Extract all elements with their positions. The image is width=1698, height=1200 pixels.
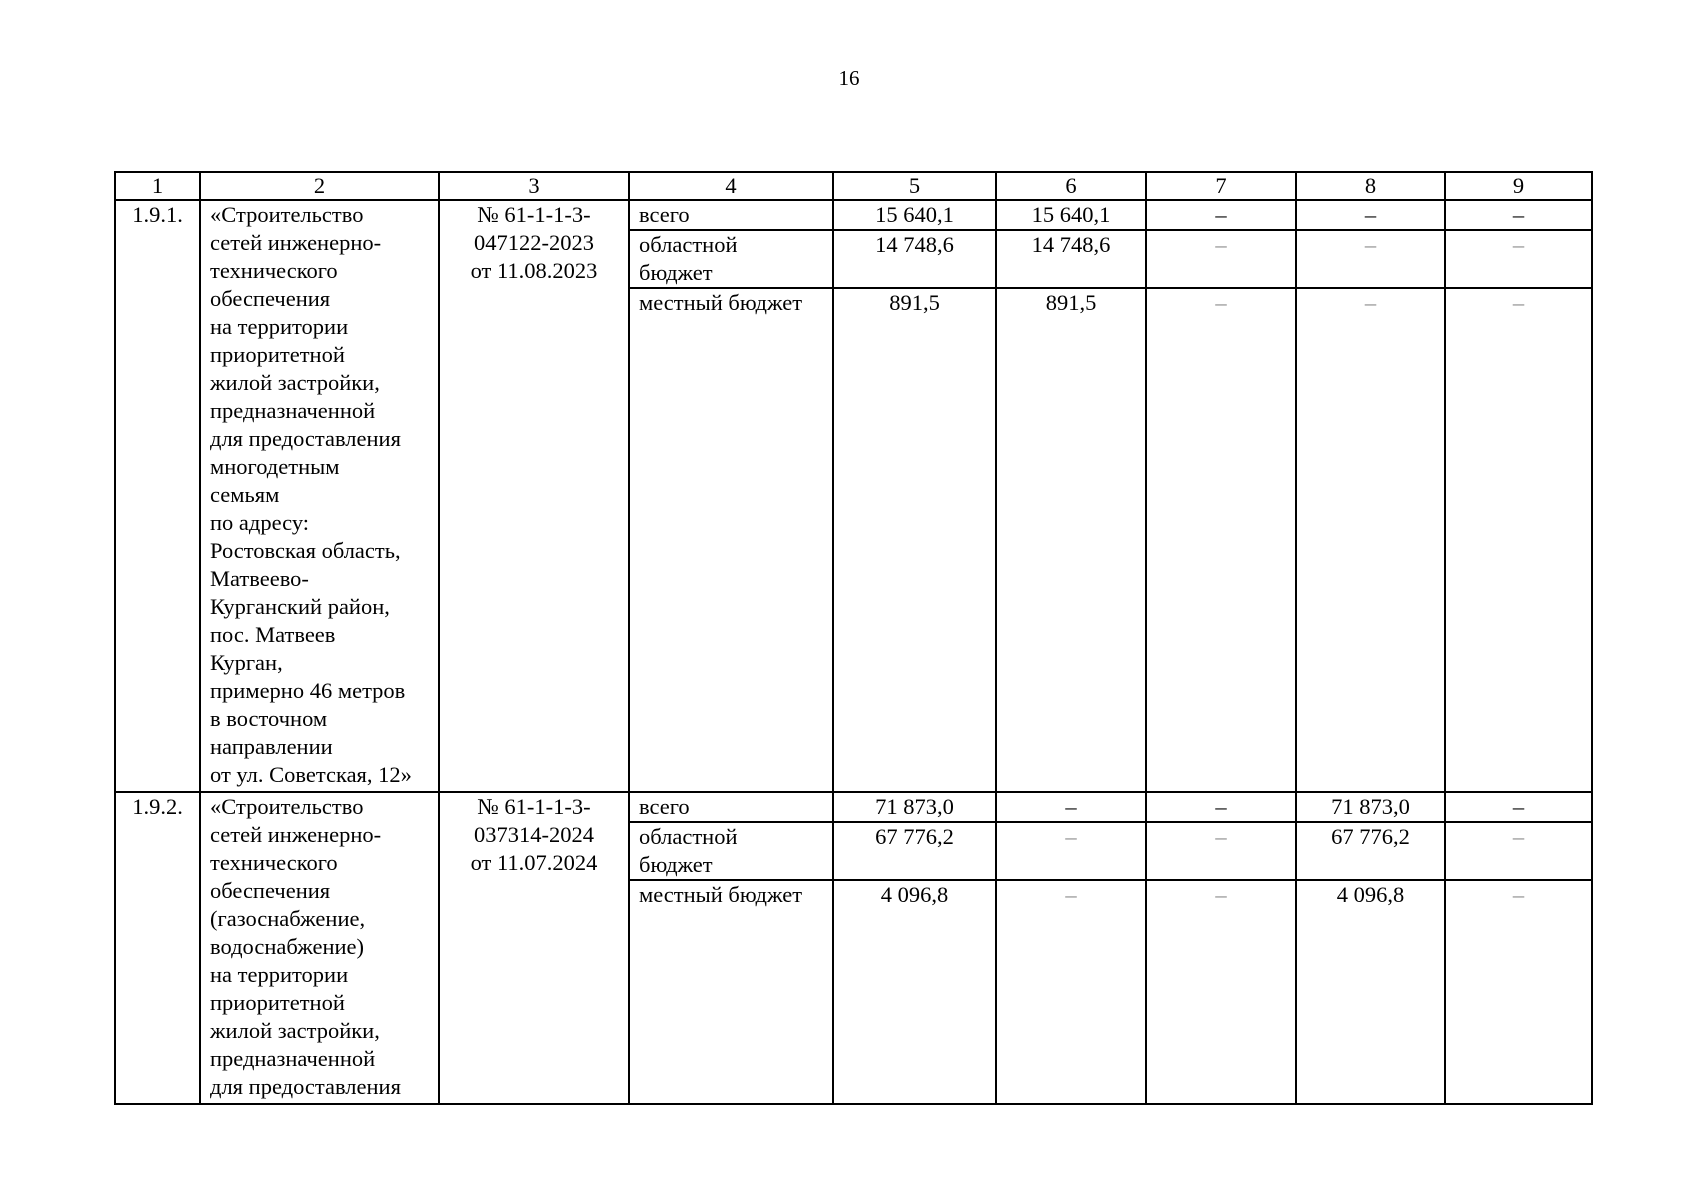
value-cell: – (996, 792, 1146, 822)
value-cell: 14 748,6 (996, 230, 1146, 288)
object-name: «Строительство сетей инженерно- технического обеспечения (газоснабжение, водоснабжение) на территории приоритетной жилой застройки, предназначенной для предоставления (200, 792, 439, 1104)
column-header: 3 (439, 172, 629, 200)
column-header: 2 (200, 172, 439, 200)
value-cell: – (1146, 822, 1296, 880)
value-cell: 14 748,6 (833, 230, 996, 288)
value-cell: – (1445, 200, 1592, 230)
value-cell: – (1445, 230, 1592, 288)
value-cell: 15 640,1 (996, 200, 1146, 230)
page-number: 16 (838, 66, 860, 90)
value-cell: 4 096,8 (833, 880, 996, 1104)
value-cell: – (1146, 880, 1296, 1104)
value-cell: 67 776,2 (833, 822, 996, 880)
funding-source: всего (629, 200, 833, 230)
value-cell: 15 640,1 (833, 200, 996, 230)
value-cell: – (1146, 792, 1296, 822)
column-header: 6 (996, 172, 1146, 200)
table-row (115, 792, 1592, 822)
value-cell: – (1146, 230, 1296, 288)
value-cell: – (1445, 792, 1592, 822)
value-cell: – (1445, 880, 1592, 1104)
column-header: 4 (629, 172, 833, 200)
value-cell: – (1296, 230, 1445, 288)
value-cell: – (1146, 288, 1296, 792)
value-cell: – (1146, 200, 1296, 230)
table-row (115, 200, 1592, 230)
row-number: 1.9.1. (115, 200, 200, 792)
object-name: «Строительство сетей инженерно- технического обеспечения на территории приоритетной жилой застройки, предназначенной для предоставления многодетным семьям по адресу: Ростовская область, Матвеево- Курганский район, пос. Матвеев Курган, примерно 46 метров в восточном направлении от ул. Советская, 12» (200, 200, 439, 792)
value-cell: 891,5 (833, 288, 996, 792)
funding-source: областной бюджет (629, 822, 833, 880)
column-header: 7 (1146, 172, 1296, 200)
column-header: 1 (115, 172, 200, 200)
value-cell: – (996, 880, 1146, 1104)
column-header: 5 (833, 172, 996, 200)
column-header: 9 (1445, 172, 1592, 200)
column-number-row (115, 172, 1592, 200)
funding-source: местный бюджет (629, 288, 833, 792)
value-cell: 71 873,0 (1296, 792, 1445, 822)
document-reference: № 61-1-1-3- 037314-2024 от 11.07.2024 (439, 792, 629, 1104)
document-reference: № 61-1-1-3- 047122-2023 от 11.08.2023 (439, 200, 629, 792)
funding-source: местный бюджет (629, 880, 833, 1104)
funding-source: всего (629, 792, 833, 822)
column-header: 8 (1296, 172, 1445, 200)
value-cell: – (996, 822, 1146, 880)
value-cell: – (1445, 822, 1592, 880)
value-cell: 4 096,8 (1296, 880, 1445, 1104)
funding-source: областной бюджет (629, 230, 833, 288)
value-cell: 71 873,0 (833, 792, 996, 822)
value-cell: – (1296, 288, 1445, 792)
value-cell: 891,5 (996, 288, 1146, 792)
value-cell: – (1445, 288, 1592, 792)
value-cell: – (1296, 200, 1445, 230)
budget-table (114, 171, 1593, 1105)
row-number: 1.9.2. (115, 792, 200, 1104)
value-cell: 67 776,2 (1296, 822, 1445, 880)
